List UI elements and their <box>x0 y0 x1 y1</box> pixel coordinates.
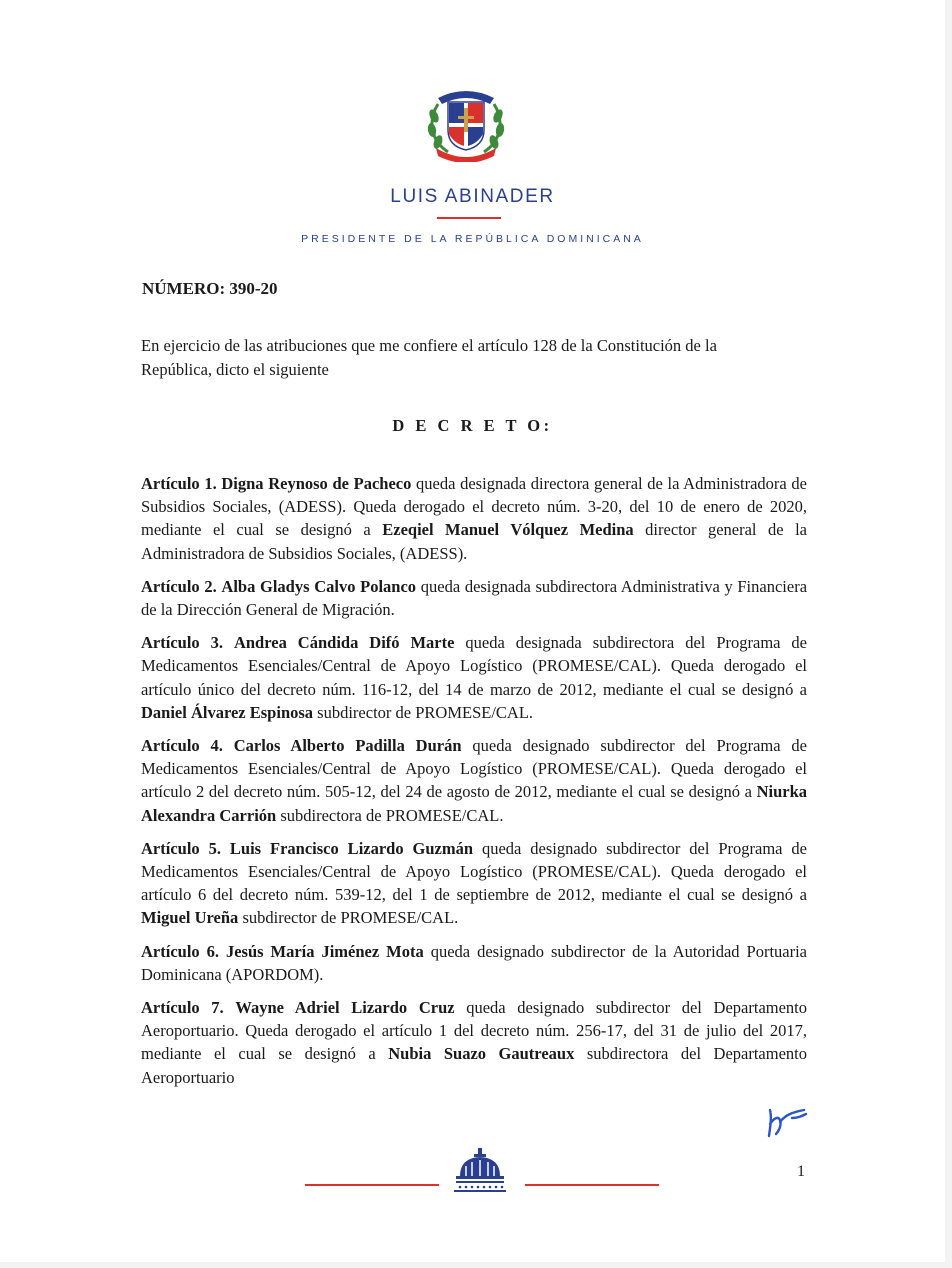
article-3 <box>141 631 807 724</box>
article-2 <box>141 575 807 621</box>
designee-name: Wayne Adriel Lizardo Cruz <box>235 998 455 1018</box>
article-text: subdirectora del Departamento Aeroportuario <box>141 1044 807 1087</box>
article-5 <box>141 837 807 930</box>
name-underline <box>437 217 501 219</box>
article-label: Artículo 6. <box>141 941 219 961</box>
designee-name: Andrea Cándida Difó Marte <box>233 633 455 653</box>
article-4 <box>141 734 807 827</box>
handwritten-signature-icon <box>764 1104 810 1140</box>
article-label: Artículo 4. <box>141 736 223 756</box>
decree-heading: D E C R E T O: <box>392 416 553 435</box>
page-number: 1 <box>797 1163 805 1180</box>
article-text: subdirector de PROMESE/CAL. <box>238 908 459 928</box>
coat-of-arms-icon <box>424 84 508 162</box>
designee-name: Alba Gladys Calvo Polanco <box>221 576 417 596</box>
article-text: subdirector de PROMESE/CAL. <box>313 702 534 722</box>
designee-name: Nubia Suazo Gautreaux <box>388 1044 575 1064</box>
designee-name: Carlos Alberto Padilla Durán <box>233 736 462 756</box>
intro-paragraph: En ejercicio de las atribuciones que me confiere el artículo 128 de la Constitución de la República, dicto el siguiente <box>141 336 717 379</box>
designee-name: Miguel Ureña <box>141 908 239 928</box>
president-name: LUIS ABINADER <box>390 186 555 207</box>
article-label: Artículo 3. <box>141 633 223 653</box>
article-label: Artículo 2. <box>141 576 217 596</box>
palace-dome-icon <box>452 1146 508 1192</box>
article-text: queda designada subdirectora del Programa de Medicamentos Esenciales/Central de Apoyo Logístico (PROMESE/CAL). Queda derogado el artículo único del decreto núm. 116-12, del 14 de marzo de 2012, mediante el cual se designó a <box>141 633 808 699</box>
footer-rule-left <box>305 1184 439 1186</box>
designee-name: Ezeqiel Manuel Vólquez Medina <box>382 520 634 540</box>
designee-name: Niurka Alexandra Carrión <box>141 782 807 825</box>
designee-name: Luis Francisco Lizardo Guzmán <box>229 838 474 858</box>
article-text: queda designado subdirector del Programa de Medicamentos Esenciales/Central de Apoyo Logístico (PROMESE/CAL). Queda derogado el artículo 6 del decreto núm. 539-12, del 1 de septiembre de 2012, mediante el cual se designó a <box>141 838 808 905</box>
article-1 <box>141 472 807 565</box>
designee-name: Digna Reynoso de Pacheco <box>221 474 412 493</box>
decree-number: NÚMERO: 390-20 <box>142 279 278 298</box>
article-text: subdirectora de PROMESE/CAL. <box>276 805 504 825</box>
articles-list <box>141 472 807 1099</box>
article-text: queda designado subdirector de la Autoridad Portuaria Dominicana (APORDOM). <box>141 941 808 984</box>
footer-rule-right <box>525 1184 659 1186</box>
article-text: director general de la Administradora de Subsidios Sociales, (ADESS). <box>141 520 807 563</box>
article-text: queda designada directora general de la Administradora de Subsidios Sociales, (ADESS). Queda derogado el decreto núm. 3-20, del 10 de enero de 2020, mediante el cual se designó a <box>141 474 807 540</box>
designee-name: Daniel Álvarez Espinosa <box>141 702 314 722</box>
article-text: queda designada subdirectora Administrativa y Financiera de la Dirección General de Migración. <box>141 576 808 620</box>
article-label: Artículo 7. <box>141 998 224 1018</box>
article-text: queda designado subdirector del Departamento Aeroportuario. Queda derogado el artículo 1 del decreto núm. 256-17, del 31 de julio del 2017, mediante el cual se designó a <box>141 998 808 1064</box>
article-7 <box>141 996 807 1089</box>
president-title: PRESIDENTE DE LA REPÚBLICA DOMINICANA <box>301 233 644 245</box>
designee-name: Jesús María Jiménez Mota <box>225 941 424 961</box>
article-6 <box>141 940 807 986</box>
article-label: Artículo 5. <box>141 838 221 858</box>
article-label: Artículo 1. <box>141 474 217 493</box>
article-text: queda designado subdirector del Programa de Medicamentos Esenciales/Central de Apoyo Logístico (PROMESE/CAL). Queda derogado el artículo 2 del decreto núm. 505-12, del 24 de agosto de 2012, mediante el cual se designó a <box>141 736 808 802</box>
